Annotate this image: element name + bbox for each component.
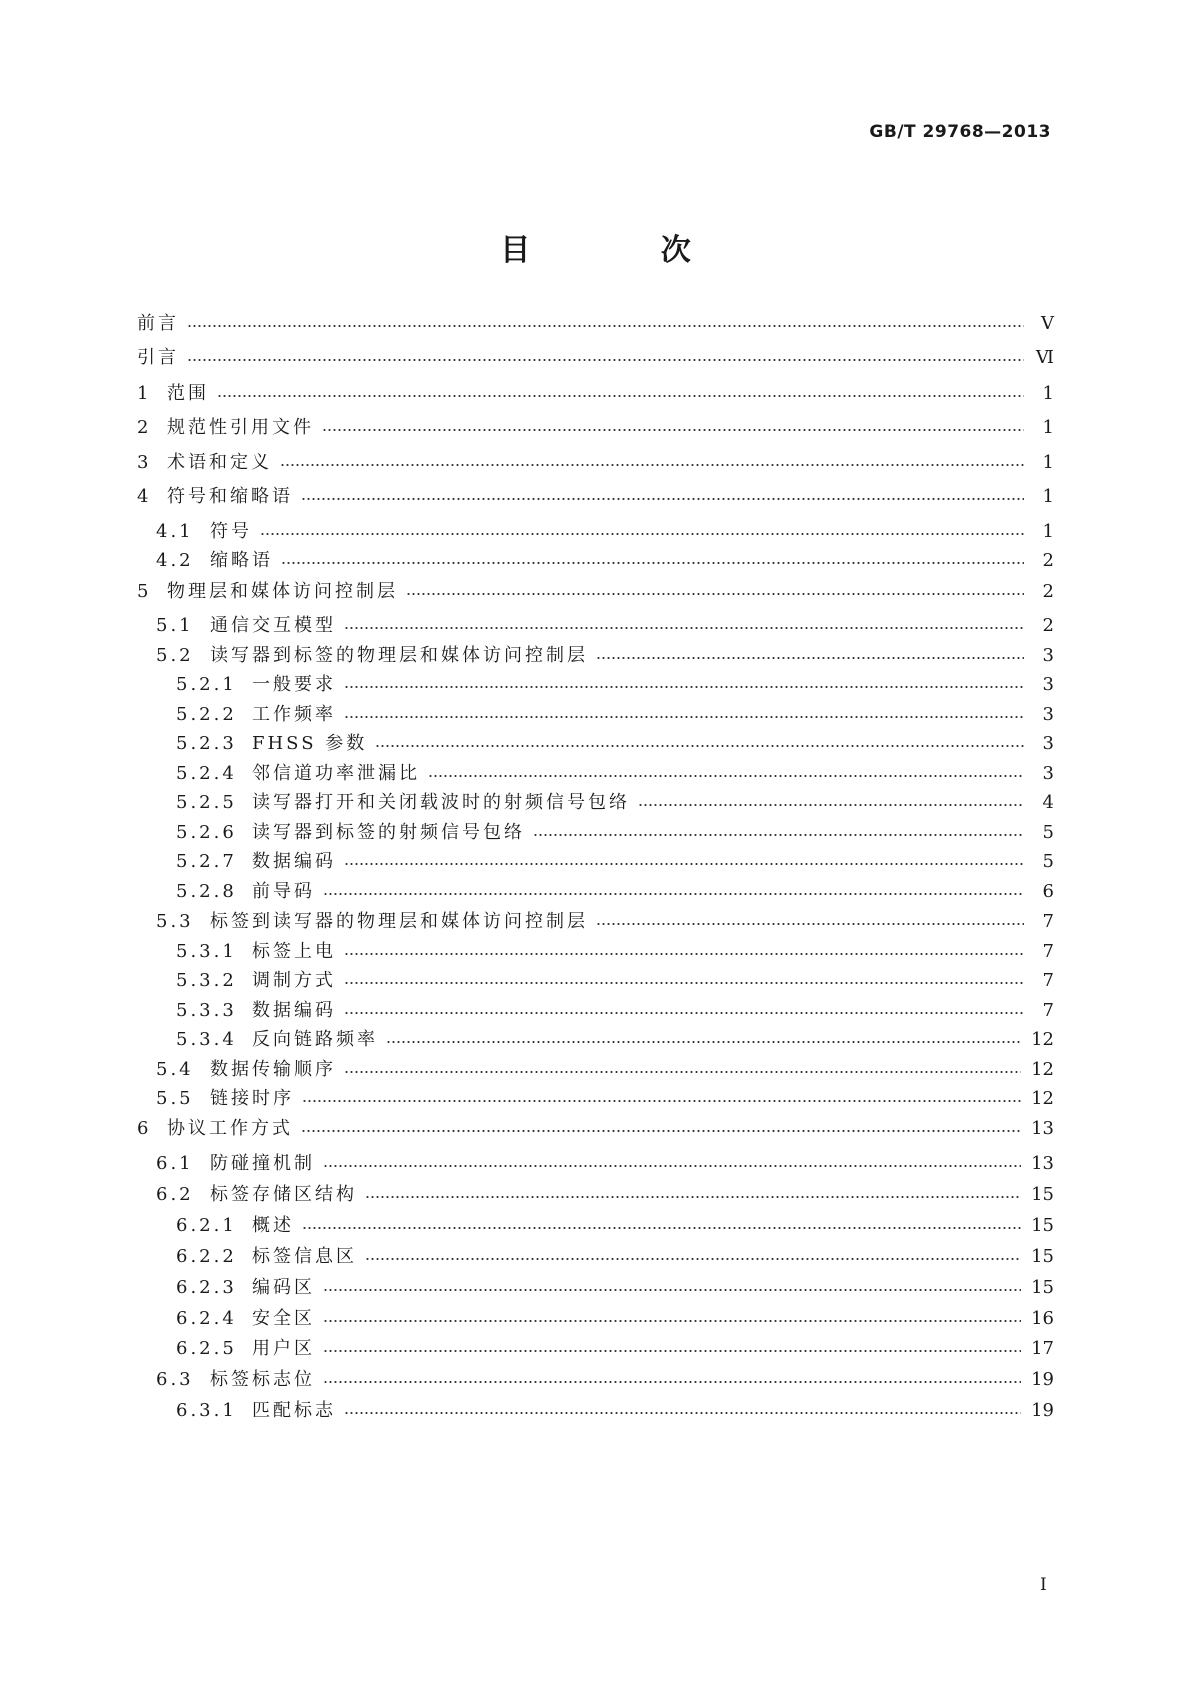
toc-entry-page: 16 (1031, 1308, 1054, 1329)
toc-entry-title: 数据传输顺序 (210, 1059, 336, 1080)
toc-entry-page: 13 (1031, 1118, 1054, 1139)
dot-leader (344, 681, 1024, 693)
dot-leader (596, 652, 1024, 664)
toc-entry[interactable] (156, 550, 1054, 572)
toc-entry-page: 12 (1031, 1059, 1054, 1080)
toc-entry-number: 5.4 (156, 1059, 194, 1080)
toc-entry[interactable] (156, 1369, 1054, 1391)
toc-entry-title: FHSS 参数 (252, 733, 368, 754)
dot-leader (533, 829, 1024, 841)
toc-entry-number: 5 (137, 581, 152, 602)
toc-entry-number: 6.2.5 (176, 1338, 237, 1359)
toc-entry-page: 5 (1042, 851, 1054, 872)
toc-entry[interactable] (156, 1059, 1054, 1081)
toc-entry-page: 1 (1042, 521, 1054, 542)
toc-entry[interactable] (176, 822, 1054, 844)
dot-leader (301, 493, 1024, 505)
dot-leader (187, 320, 1024, 332)
toc-entry-page: 4 (1042, 792, 1054, 813)
toc-entry-number: 6.3 (156, 1369, 194, 1390)
toc-entry-title: 链接时序 (210, 1088, 294, 1109)
toc-entry-number: 3 (137, 452, 152, 473)
toc-entry-title: 概述 (252, 1215, 294, 1236)
toc-entry-title: 用户区 (252, 1338, 315, 1359)
toc-entry-number: 5.2.5 (176, 792, 237, 813)
toc-entry-number: 6.3.1 (176, 1400, 237, 1421)
toc-entry-title: 前导码 (252, 881, 315, 902)
toc-entry[interactable] (176, 733, 1054, 755)
toc-entry[interactable] (156, 615, 1054, 637)
toc-entry[interactable] (137, 452, 1054, 474)
toc-entry-number: 2 (137, 417, 152, 438)
toc-entry-number: 5.3.1 (176, 941, 237, 962)
toc-entry-number: 5.5 (156, 1088, 194, 1109)
toc-entry-title: 调制方式 (252, 970, 336, 991)
toc-entry-number: 6.2 (156, 1184, 194, 1205)
toc-entry-page: 3 (1042, 763, 1054, 784)
toc-entry-number: 6.2.4 (176, 1308, 237, 1329)
toc-entry-page: 15 (1031, 1246, 1054, 1267)
toc-entry[interactable] (137, 313, 1054, 335)
toc-entry-title: 编码区 (252, 1277, 315, 1298)
toc-entry-page: 7 (1042, 970, 1054, 991)
toc-entry[interactable] (137, 486, 1054, 508)
toc-entry[interactable] (176, 792, 1054, 814)
toc-entry-number: 6.2.2 (176, 1246, 237, 1267)
dot-leader (375, 740, 1024, 752)
toc-entry-title: 匹配标志 (252, 1400, 336, 1421)
toc-entry-title: 缩略语 (210, 550, 273, 571)
dot-leader (344, 977, 1024, 989)
toc-entry-page: 13 (1031, 1153, 1054, 1174)
toc-entry-title: 数据编码 (252, 1000, 336, 1021)
dot-leader (281, 557, 1024, 569)
dot-leader (344, 948, 1024, 960)
toc-entry-page: 17 (1031, 1338, 1054, 1359)
toc-entry-title: 术语和定义 (167, 452, 272, 473)
document-code: GB/T 29768—2013 (869, 122, 1051, 142)
dot-leader (344, 622, 1024, 634)
toc-entry-page: 1 (1042, 486, 1054, 507)
toc-entry-number: 5.3.2 (176, 970, 237, 991)
toc-entry-number: 4.2 (156, 550, 194, 571)
toc-entry-title: 标签上电 (252, 941, 336, 962)
dot-leader (280, 459, 1024, 471)
toc-entry[interactable] (156, 645, 1054, 667)
toc-entry-page: 15 (1031, 1215, 1054, 1236)
toc-entry[interactable] (176, 704, 1054, 726)
dot-leader (344, 858, 1024, 870)
toc-entry-title: 范围 (167, 383, 209, 404)
toc-entry-page: 6 (1042, 881, 1054, 902)
toc-entry-title: 防碰撞机制 (210, 1153, 315, 1174)
toc-entry[interactable] (176, 1000, 1054, 1022)
toc-entry-page: 7 (1042, 911, 1054, 932)
toc-entry-page: 19 (1031, 1400, 1054, 1421)
toc-entry-number: 5.3.4 (176, 1029, 237, 1050)
toc-entry-number: 1 (137, 383, 152, 404)
toc-entry-number: 5.1 (156, 615, 194, 636)
toc-entry[interactable] (176, 1277, 1054, 1299)
dot-leader (323, 1160, 1021, 1172)
toc-entry[interactable] (156, 1088, 1054, 1110)
dot-leader (260, 528, 1024, 540)
toc-entry-title: 读写器打开和关闭载波时的射频信号包络 (252, 792, 630, 813)
toc-entry[interactable] (156, 1153, 1054, 1175)
toc-entry-title: 通信交互模型 (210, 615, 336, 636)
toc-entry[interactable] (137, 347, 1054, 369)
toc-entry-page: 15 (1031, 1184, 1054, 1205)
toc-entry-page: 2 (1042, 615, 1054, 636)
toc-entry[interactable] (176, 881, 1054, 903)
dot-leader (386, 1036, 1021, 1048)
toc-entry[interactable] (176, 941, 1054, 963)
dot-leader (344, 1407, 1021, 1419)
dot-leader (323, 1284, 1021, 1296)
toc-entry-number: 5.2.4 (176, 763, 237, 784)
toc-entry-page: 3 (1042, 645, 1054, 666)
toc-entry-number: 6 (137, 1118, 152, 1139)
toc-entry-number: 4.1 (156, 521, 194, 542)
dot-leader (365, 1191, 1021, 1203)
toc-entry-number: 4 (137, 486, 152, 507)
toc-entry-page: 1 (1042, 417, 1054, 438)
toc-entry[interactable] (156, 521, 1054, 543)
dot-leader (323, 1315, 1021, 1327)
toc-entry[interactable] (176, 1400, 1054, 1422)
toc-entry-page: 3 (1042, 704, 1054, 725)
toc-entry[interactable] (176, 1215, 1054, 1237)
toc-entry-page: 5 (1042, 822, 1054, 843)
toc-entry[interactable] (176, 851, 1054, 873)
toc-entry-page: 1 (1042, 383, 1054, 404)
toc-entry[interactable] (156, 1184, 1054, 1206)
dot-leader (322, 424, 1024, 436)
toc-entry[interactable] (137, 383, 1054, 405)
toc-entry-title: 规范性引用文件 (167, 417, 314, 438)
toc-entry-number: 6.1 (156, 1153, 194, 1174)
toc-entry-page: Ⅴ (1041, 313, 1054, 334)
toc-entry-number: 5.3.3 (176, 1000, 237, 1021)
dot-leader (344, 1007, 1024, 1019)
toc-entry[interactable] (137, 581, 1054, 603)
toc-entry-title: 标签存储区结构 (210, 1184, 357, 1205)
toc-entry-number: 5.2.1 (176, 674, 237, 695)
toc-entry-title: 标签信息区 (252, 1246, 357, 1267)
toc-entry-page: 7 (1042, 941, 1054, 962)
toc-entry[interactable] (176, 1246, 1054, 1268)
toc-entry[interactable] (176, 674, 1054, 696)
toc-entry[interactable] (156, 911, 1054, 933)
dot-leader (323, 1376, 1021, 1388)
dot-leader (323, 1345, 1021, 1357)
toc-entry-title: 符号 (210, 521, 252, 542)
dot-leader (323, 888, 1024, 900)
toc-entry-number: 5.2.2 (176, 704, 237, 725)
dot-leader (365, 1253, 1021, 1265)
dot-leader (596, 918, 1024, 930)
toc-entry-title: 工作频率 (252, 704, 336, 725)
toc-entry-title: 读写器到标签的物理层和媒体访问控制层 (210, 645, 588, 666)
dot-leader (344, 1066, 1021, 1078)
toc-entry-number: 5.2.7 (176, 851, 237, 872)
toc-entry-page: 15 (1031, 1277, 1054, 1298)
toc-entry-title: 数据编码 (252, 851, 336, 872)
dot-leader (302, 1095, 1021, 1107)
toc-entry-number: 5.2 (156, 645, 194, 666)
toc-entry-page: 2 (1042, 550, 1054, 571)
dot-leader (638, 799, 1024, 811)
dot-leader (344, 711, 1024, 723)
toc-entry-title: 引言 (137, 347, 179, 368)
toc-entry-page: Ⅵ (1035, 347, 1054, 368)
toc-entry-page: 19 (1031, 1369, 1054, 1390)
toc-entry[interactable] (176, 1029, 1054, 1051)
toc-entry[interactable] (176, 763, 1054, 785)
dot-leader (187, 354, 1024, 366)
toc-entry-number: 6.2.3 (176, 1277, 237, 1298)
toc-entry[interactable] (137, 1118, 1054, 1140)
toc-entry-title: 标签标志位 (210, 1369, 315, 1390)
dot-leader (302, 1222, 1021, 1234)
toc-entry-title: 符号和缩略语 (167, 486, 293, 507)
toc-entry-title: 反向链路频率 (252, 1029, 378, 1050)
dot-leader (428, 770, 1024, 782)
toc-entry[interactable] (176, 970, 1054, 992)
dot-leader (217, 390, 1024, 402)
toc-entry-title: 物理层和媒体访问控制层 (167, 581, 398, 602)
toc-entry-page: 3 (1042, 674, 1054, 695)
dot-leader (301, 1125, 1021, 1137)
toc-entry-title: 一般要求 (252, 674, 336, 695)
toc-entry-title: 标签到读写器的物理层和媒体访问控制层 (210, 911, 588, 932)
dot-leader (406, 588, 1024, 600)
page-number: I (1040, 1575, 1047, 1595)
toc-entry[interactable] (137, 417, 1054, 439)
toc-entry-page: 1 (1042, 452, 1054, 473)
toc-title: 目 次 (500, 233, 731, 268)
toc-entry-number: 6.2.1 (176, 1215, 237, 1236)
toc-entry-page: 2 (1042, 581, 1054, 602)
toc-entry-title: 读写器到标签的射频信号包络 (252, 822, 525, 843)
toc-entry-title: 安全区 (252, 1308, 315, 1329)
toc-entry-page: 12 (1031, 1088, 1054, 1109)
toc-entry-title: 前言 (137, 313, 179, 334)
toc-entry-title: 邻信道功率泄漏比 (252, 763, 420, 784)
toc-entry-number: 5.2.6 (176, 822, 237, 843)
toc-entry-page: 3 (1042, 733, 1054, 754)
toc-entry-number: 5.3 (156, 911, 194, 932)
toc-entry[interactable] (176, 1338, 1054, 1360)
toc-entry-number: 5.2.8 (176, 881, 237, 902)
toc-entry-page: 12 (1031, 1029, 1054, 1050)
toc-entry[interactable] (176, 1308, 1054, 1330)
toc-entry-number: 5.2.3 (176, 733, 237, 754)
toc-entry-title: 协议工作方式 (167, 1118, 293, 1139)
toc-entry-page: 7 (1042, 1000, 1054, 1021)
